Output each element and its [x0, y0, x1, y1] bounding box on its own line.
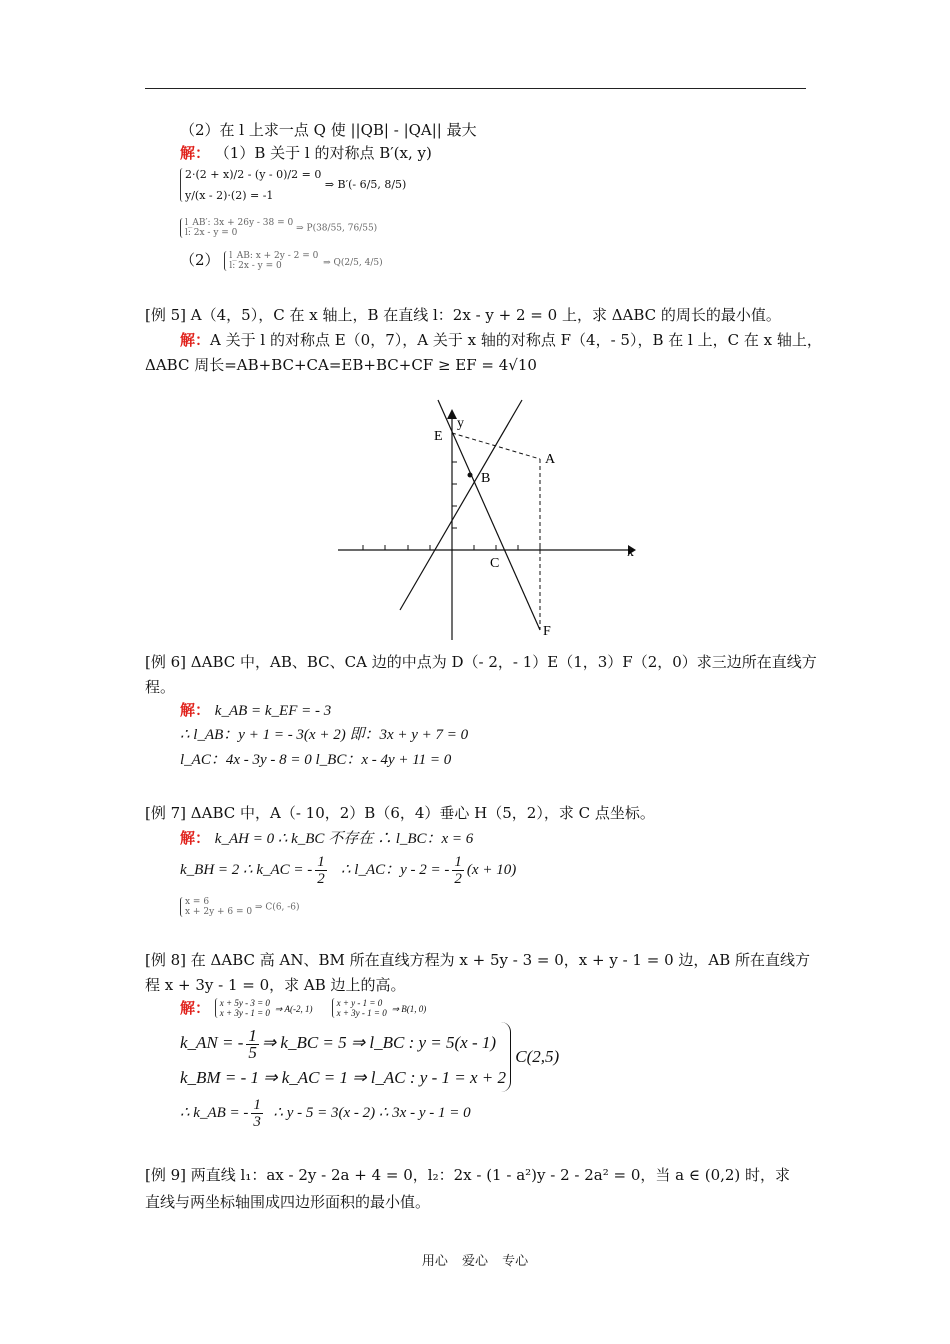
label-e: E	[434, 429, 443, 444]
solution-label: 解：	[180, 701, 211, 719]
example-6-statement-line2: 程。	[145, 678, 176, 696]
example-6-sol3: l_AC：4x - 3y - 8 = 0 l_BC：x - 4y + 11 = 0	[180, 752, 452, 768]
example-5-solution-line1	[180, 330, 822, 350]
label-x: x	[627, 545, 634, 560]
example-7-solution-line1	[180, 828, 473, 849]
label-b: B	[481, 471, 491, 486]
example-7-system-eq2: x + 2y + 6 = 0	[185, 907, 253, 917]
system-1-eq1: 2·(2 + x)/2 - (y - 0)/2 = 0	[185, 168, 322, 181]
line-ef	[438, 400, 540, 630]
example-8-row1-b: ⇒ k_BC = 5 ⇒ l_BC : y = 5(x - 1)	[261, 1033, 497, 1052]
system-2-eq2: l: 2x - y = 0	[185, 228, 238, 238]
example-8-statement-line1: [例 8] 在 ΔABC 高 AN、BM 所在直线方程为 x + 5y - 3 = 0，x + y - 1 = 0 边，AB 所在直线方	[145, 951, 811, 969]
example-7-system-brace	[180, 897, 252, 917]
example-8-derivation-block	[180, 1022, 511, 1092]
fraction-denominator: 2	[317, 871, 325, 888]
system-1-result: ⇒ B′(- 6/5, 8/5)	[324, 178, 407, 191]
example-7-system	[180, 897, 300, 917]
segment-ea	[452, 433, 540, 459]
example-7-statement: [例 7] ΔABC 中，A（- 10，2）B（6，4）垂心 H（5，2），求 C 点坐标。	[145, 804, 655, 822]
fraction-one-third	[251, 1097, 263, 1130]
system-1-brace	[180, 168, 321, 202]
system-1-eq2: y/(x - 2)·(2) = -1	[185, 189, 274, 202]
example-8-system-b-result: ⇒ B(1, 0)	[391, 1004, 427, 1014]
part2-label: （2）	[180, 251, 220, 269]
system-2	[180, 218, 377, 238]
example-8-row2: k_BM = - 1 ⇒ k_AC = 1 ⇒ l_AC : y - 1 = x + 2	[180, 1068, 507, 1087]
example-7-sol2-part-b: ∴ l_AC：y - 2 = -	[341, 862, 450, 878]
label-f: F	[543, 624, 551, 639]
example-8-derivation	[180, 1022, 559, 1092]
example-8-system-b-eq1: x + y - 1 = 0	[336, 998, 383, 1008]
system-2-result: ⇒ P(38/55, 76/55)	[296, 223, 378, 234]
example-8-system-a	[215, 998, 270, 1018]
fraction-denominator: 3	[253, 1114, 261, 1131]
line-l	[400, 400, 522, 610]
header-rule	[145, 88, 806, 89]
example-6-sol2: ∴ l_AB：y + 1 = - 3(x + 2) 即：3x + y + 7 = 0	[180, 727, 469, 743]
fraction-denominator: 2	[454, 871, 462, 888]
part2-question: （2）在 l 上求一点 Q 使 ||QB| - |QA|| 最大	[180, 121, 477, 139]
example-7-system-eq1: x = 6	[185, 897, 210, 907]
solution-label: 解：	[180, 829, 211, 847]
system-3-eq2: l: 2x - y = 0	[229, 261, 282, 271]
system-2-brace	[180, 218, 293, 238]
example-8-row3-a: ∴ k_AB = -	[180, 1105, 249, 1121]
solution-label: 解：	[180, 999, 211, 1017]
example-8-statement-line2: 程 x + 3y - 1 = 0，求 AB 边上的高。	[145, 976, 406, 994]
example-8-row-result: C(2,5)	[515, 1047, 560, 1066]
solution-label: 解：	[180, 331, 211, 349]
fraction-numerator: 1	[248, 1025, 257, 1045]
example-8-system-b-eq2: x + 3y - 1 = 0	[336, 1008, 387, 1018]
fraction-numerator: 1	[454, 854, 462, 871]
example-6-solution-line1	[180, 700, 331, 721]
part1-solution-line	[180, 143, 432, 163]
example-8-solution-line1	[180, 997, 426, 1018]
example-7-sol2-part-c: (x + 10)	[466, 862, 517, 878]
system-2-eq1: l_AB′: 3x + 26y - 38 = 0	[185, 218, 294, 228]
example-9-statement-line2: 直线与两坐标轴围成四边形面积的最小值。	[145, 1193, 431, 1211]
reflection-figure	[330, 395, 650, 645]
example-8-system-a-eq1: x + 5y - 3 = 0	[219, 998, 270, 1008]
fraction-numerator: 1	[253, 1097, 261, 1114]
example-8-system-a-result: ⇒ A(-2, 1)	[274, 1004, 313, 1014]
part1-solution: （1）B 关于 l 的对称点 B′(x, y)	[214, 144, 432, 162]
y-axis-arrow	[447, 409, 457, 419]
fraction-one-half	[315, 854, 327, 887]
example-5-statement: [例 5] A（4，5），C 在 x 轴上，B 在直线 l：2x - y + 2 = 0 上，求 ΔABC 的周长的最小值。	[145, 306, 781, 324]
example-9-statement-line1: [例 9] 两直线 l₁：ax - 2y - 2a + 4 = 0，l₂：2x - (1 - a²)y - 2 - 2a² = 0，当 a ∈ (0,2) 时，求	[145, 1166, 791, 1184]
label-c: C	[490, 556, 500, 571]
system-1	[180, 168, 406, 202]
label-a: A	[545, 452, 556, 467]
fraction-one-fifth	[246, 1025, 259, 1062]
label-y: y	[457, 416, 464, 431]
fraction-denominator: 5	[248, 1042, 257, 1062]
example-8-row3-b: ∴ y - 5 = 3(x - 2) ∴ 3x - y - 1 = 0	[273, 1105, 471, 1121]
system-3-brace	[224, 251, 318, 271]
example-8-row1	[180, 1022, 506, 1064]
fraction-numerator: 1	[317, 854, 325, 871]
system-3-result: ⇒ Q(2/5, 4/5)	[323, 258, 383, 268]
example-7-sol2	[180, 851, 516, 889]
example-7-system-result: ⇒ C(6, -6)	[255, 902, 300, 913]
fraction-one-half-2	[452, 854, 464, 887]
example-7-sol1: k_AH = 0 ∴ k_BC 不存在 ∴ l_BC：x = 6	[214, 831, 474, 847]
system-3-eq1: l_AB: x + 2y - 2 = 0	[229, 251, 319, 261]
example-5-solution-text: A 关于 l 的对称点 E（0，7），A 关于 x 轴的对称点 F（4，- 5），B 在 l 上，C 在 x 轴上，	[210, 331, 822, 349]
example-5-solution-line2: ΔABC 周长=AB+BC+CA=EB+BC+CF ≥ EF = 4√10	[145, 356, 537, 374]
example-8-row3	[180, 1095, 471, 1131]
example-8-row1-a: k_AN = -	[180, 1033, 244, 1052]
example-6-sol1: k_AB = k_EF = - 3	[214, 703, 332, 719]
page-footer: 用心 爱心 专心	[421, 1254, 529, 1269]
example-7-sol2-part-a: k_BH = 2 ∴ k_AC = -	[180, 862, 313, 878]
solution-label: 解：	[180, 144, 211, 162]
part2-solution	[180, 250, 383, 271]
point-b	[468, 473, 473, 478]
example-8-system-b	[332, 998, 387, 1018]
example-6-statement-line1: [例 6] ΔABC 中，AB、BC、CA 边的中点为 D（- 2，- 1）E（1，3）F（2，0）求三边所在直线方	[145, 653, 817, 671]
example-8-system-a-eq2: x + 3y - 1 = 0	[219, 1008, 270, 1018]
